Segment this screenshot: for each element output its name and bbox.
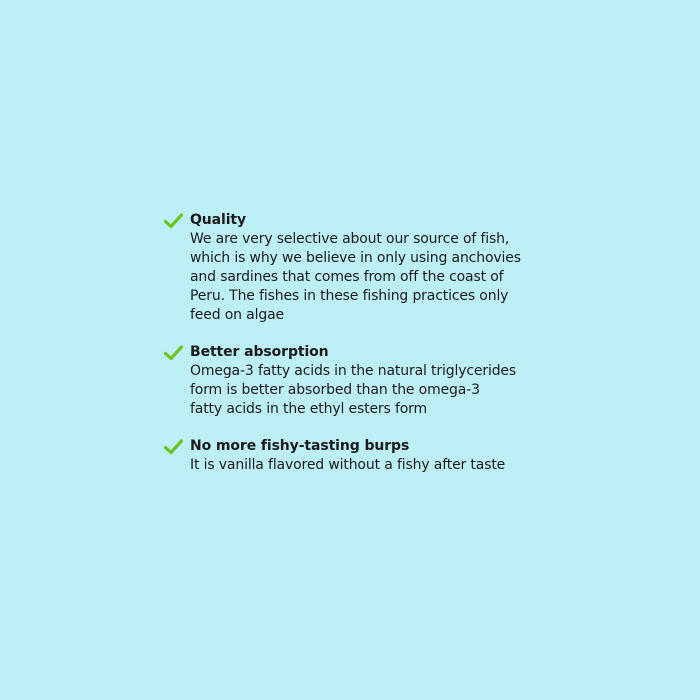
feature-title: No more fishy-tasting burps xyxy=(190,438,410,454)
description-line: which is why we believe in only using anchovies xyxy=(190,250,521,266)
feature-no-fishy-burps xyxy=(164,437,554,475)
description-line: form is better absorbed than the omega-3 xyxy=(190,382,480,398)
description-line: feed on algae xyxy=(190,307,284,323)
description-line: It is vanilla flavored without a fishy after taste xyxy=(190,457,506,473)
feature-quality xyxy=(164,211,554,325)
description-line: fatty acids in the ethyl esters form xyxy=(190,401,428,417)
checkmark-icon xyxy=(164,345,183,361)
description-line: Peru. The fishes in these fishing practices only xyxy=(190,288,509,304)
description-line: and sardines that comes from off the coast of xyxy=(190,269,504,285)
checkmark-icon xyxy=(164,213,183,229)
description-line: We are very selective about our source of fish, xyxy=(190,231,510,247)
description-line: Omega-3 fatty acids in the natural triglycerides xyxy=(190,363,517,379)
feature-description xyxy=(190,230,554,325)
feature-description xyxy=(190,456,554,475)
feature-title: Quality xyxy=(190,212,247,228)
checkmark-icon xyxy=(164,439,183,455)
feature-description xyxy=(190,362,554,419)
feature-title: Better absorption xyxy=(190,344,329,360)
feature-list xyxy=(164,211,554,475)
feature-better-absorption xyxy=(164,343,554,419)
